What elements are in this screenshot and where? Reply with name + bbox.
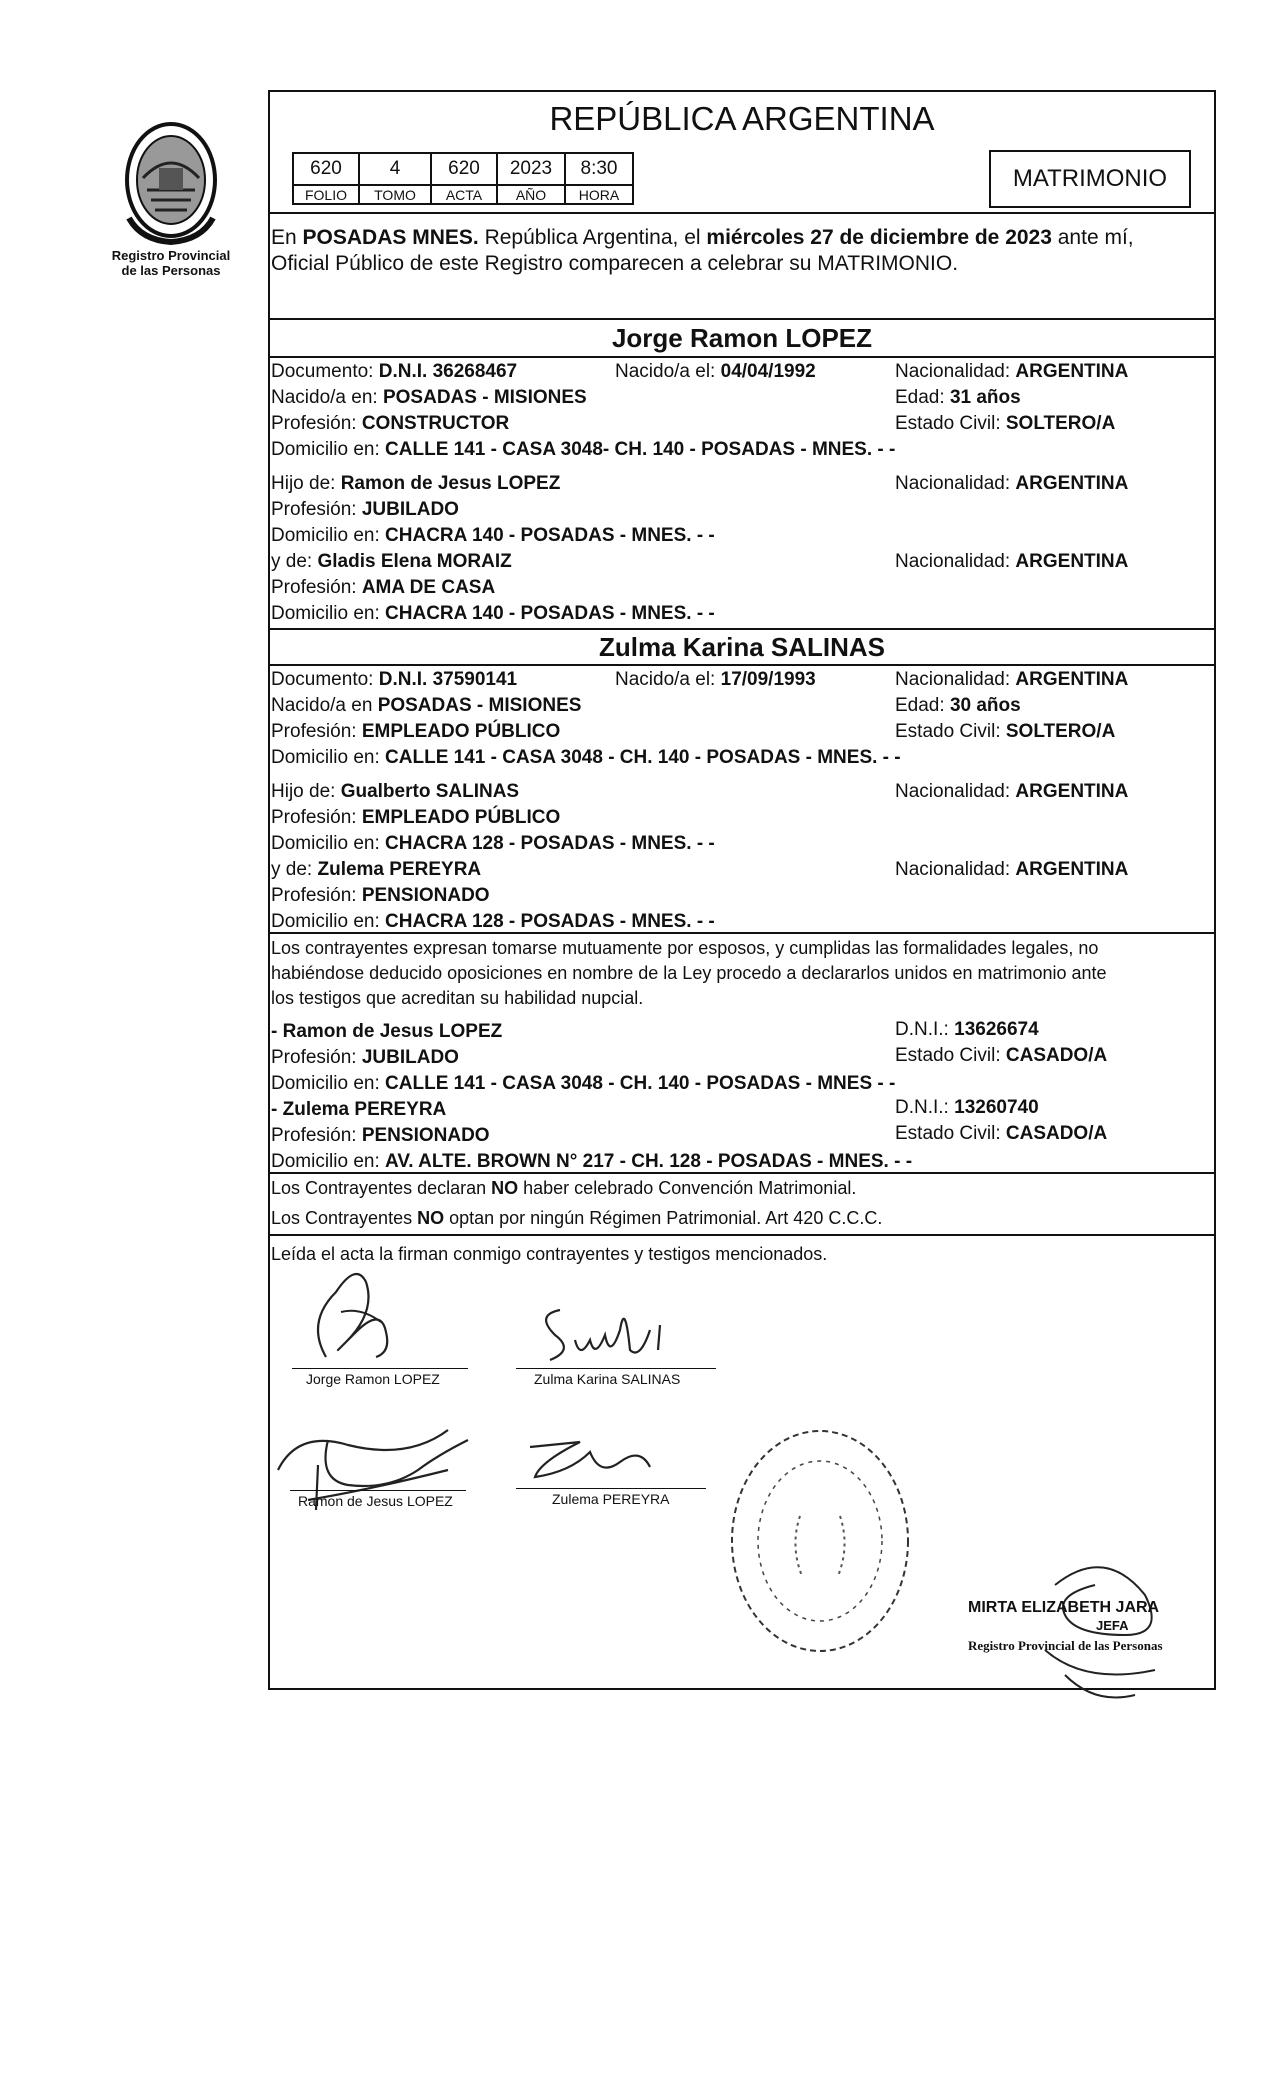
groom-father-nationality: Nacionalidad: ARGENTINA <box>895 473 1129 494</box>
groom-signature-caption: Jorge Ramon LOPEZ <box>306 1371 440 1387</box>
hora-label: HORA <box>565 185 633 204</box>
groom-mother: y de: Gladis Elena MORAIZ <box>271 551 512 572</box>
act-type: MATRIMONIO <box>1012 165 1168 192</box>
bride-signature-icon <box>530 1290 690 1370</box>
bride-address: Domicilio en: CALLE 141 - CASA 3048 - CH. 140 - POSADAS - MNES. - - <box>271 747 901 768</box>
bride-father-nationality: Nacionalidad: ARGENTINA <box>895 781 1129 802</box>
regime-line2: Los Contrayentes NO optan por ningún Régimen Patrimonial. Art 420 C.C.C. <box>271 1208 883 1228</box>
witness1-address: Domicilio en: CALLE 141 - CASA 3048 - CH. 140 - POSADAS - MNES - - <box>271 1073 896 1094</box>
witness2-profession: Profesión: PENSIONADO <box>271 1125 490 1146</box>
groom-birthdate: Nacido/a el: 04/04/1992 <box>615 361 816 382</box>
groom-nationality: Nacionalidad: ARGENTINA <box>895 361 1129 382</box>
groom-father: Hijo de: Ramon de Jesus LOPEZ <box>271 473 561 494</box>
logo-caption-line2: de las Personas <box>121 263 221 278</box>
groom-signature-line <box>292 1368 468 1369</box>
witness1-signature-line <box>290 1490 466 1491</box>
groom-birthplace: Nacido/a en: POSADAS - MISIONES <box>271 387 587 408</box>
bride-mother-address: Domicilio en: CHACRA 128 - POSADAS - MNES. - - <box>271 911 715 932</box>
official-office: Registro Provincial de las Personas <box>968 1638 1163 1653</box>
witness2-dni: D.N.I.: 13260740 <box>895 1097 1039 1118</box>
groom-document: Documento: D.N.I. 36268467 <box>271 361 518 382</box>
groom-father-profession: Profesión: JUBILADO <box>271 499 459 520</box>
tomo-value: 4 <box>359 153 431 185</box>
groom-address: Domicilio en: CALLE 141 - CASA 3048- CH. 140 - POSADAS - MNES. - - <box>271 439 896 460</box>
bride-mother: y de: Zulema PEREYRA <box>271 859 482 880</box>
bride-profession: Profesión: EMPLEADO PÚBLICO <box>271 721 561 742</box>
regime-line1: Los Contrayentes declaran NO haber celebrado Convención Matrimonial. <box>271 1178 857 1198</box>
groom-age: Edad: 31 años <box>895 387 1021 408</box>
groom-father-address: Domicilio en: CHACRA 140 - POSADAS - MNES. - - <box>271 525 715 546</box>
groom-civil-status: Estado Civil: SOLTERO/A <box>895 413 1116 434</box>
folio-value: 620 <box>293 153 359 185</box>
bride-document: Documento: D.N.I. 37590141 <box>271 669 518 690</box>
tomo-label: TOMO <box>359 185 431 204</box>
official-stamp-icon <box>720 1416 920 1666</box>
bride-birthplace: Nacido/a en POSADAS - MISIONES <box>271 695 582 716</box>
bride-father-profession: Profesión: EMPLEADO PÚBLICO <box>271 807 561 828</box>
witness1-profession: Profesión: JUBILADO <box>271 1047 459 1068</box>
witness2-signature-caption: Zulema PEREYRA <box>552 1491 670 1507</box>
groom-signature-icon <box>286 1252 416 1372</box>
witness2-name: - Zulema PEREYRA <box>271 1099 447 1120</box>
bride-name: Zulma Karina SALINAS <box>598 632 886 662</box>
folio-label: FOLIO <box>293 185 359 204</box>
groom-mother-nationality: Nacionalidad: ARGENTINA <box>895 551 1129 572</box>
registry-logo <box>96 118 246 278</box>
logo-caption-line1: Registro Provincial <box>111 248 231 263</box>
bride-nationality: Nacionalidad: ARGENTINA <box>895 669 1129 690</box>
ano-value: 2023 <box>497 153 565 185</box>
declaration-line1: Los contrayentes expresan tomarse mutuamente por esposos, y cumplidas las formalidades legales, no <box>271 938 1099 958</box>
official-name: MIRTA ELIZABETH JARA <box>968 1599 1160 1616</box>
bride-father: Hijo de: Gualberto SALINAS <box>271 781 520 802</box>
closing-text: Leída el acta la firman conmigo contrayentes y testigos mencionados. <box>271 1244 828 1264</box>
acta-label: ACTA <box>431 185 497 204</box>
witness1-dni: D.N.I.: 13626674 <box>895 1019 1039 1040</box>
country-title: REPÚBLICA ARGENTINA <box>549 100 935 137</box>
bride-signature-caption: Zulma Karina SALINAS <box>534 1371 681 1387</box>
province-seal-icon <box>121 118 221 248</box>
bride-birthdate: Nacido/a el: 17/09/1993 <box>615 669 816 690</box>
groom-profession: Profesión: CONSTRUCTOR <box>271 413 510 434</box>
bride-age: Edad: 30 años <box>895 695 1021 716</box>
hora-value: 8:30 <box>565 153 633 185</box>
register-table <box>292 152 634 205</box>
bride-father-address: Domicilio en: CHACRA 128 - POSADAS - MNES. - - <box>271 833 715 854</box>
declaration-line2: habiéndose deducido oposiciones en nombre de la Ley procedo a declararlos unidos en matrimonio ante <box>271 963 1107 983</box>
intro-line1: En POSADAS MNES. República Argentina, el miércoles 27 de diciembre de 2023 ante mí, <box>271 226 1134 249</box>
witness2-signature-line <box>516 1488 706 1489</box>
witness2-address: Domicilio en: AV. ALTE. BROWN N° 217 - CH. 128 - POSADAS - MNES. - - <box>271 1151 913 1172</box>
declaration-line3: los testigos que acreditan su habilidad nupcial. <box>271 988 644 1008</box>
act-type-box <box>989 150 1191 208</box>
official-title: JEFA <box>1096 1618 1129 1633</box>
groom-name: Jorge Ramon LOPEZ <box>611 323 873 353</box>
witness1-signature-caption: Ramon de Jesus LOPEZ <box>298 1493 453 1509</box>
intro-line2: Oficial Público de este Registro comparecen a celebrar su MATRIMONIO. <box>271 252 959 275</box>
bride-civil-status: Estado Civil: SOLTERO/A <box>895 721 1116 742</box>
witness1-civil-status: Estado Civil: CASADO/A <box>895 1045 1108 1066</box>
groom-mother-address: Domicilio en: CHACRA 140 - POSADAS - MNES. - - <box>271 603 715 624</box>
bride-mother-profession: Profesión: PENSIONADO <box>271 885 490 906</box>
witness1-name: - Ramon de Jesus LOPEZ <box>271 1021 503 1042</box>
ano-label: AÑO <box>497 185 565 204</box>
acta-value: 620 <box>431 153 497 185</box>
witness2-signature-icon <box>520 1432 660 1492</box>
bride-mother-nationality: Nacionalidad: ARGENTINA <box>895 859 1129 880</box>
bride-signature-line <box>516 1368 716 1369</box>
witness2-civil-status: Estado Civil: CASADO/A <box>895 1123 1108 1144</box>
groom-mother-profession: Profesión: AMA DE CASA <box>271 577 496 598</box>
